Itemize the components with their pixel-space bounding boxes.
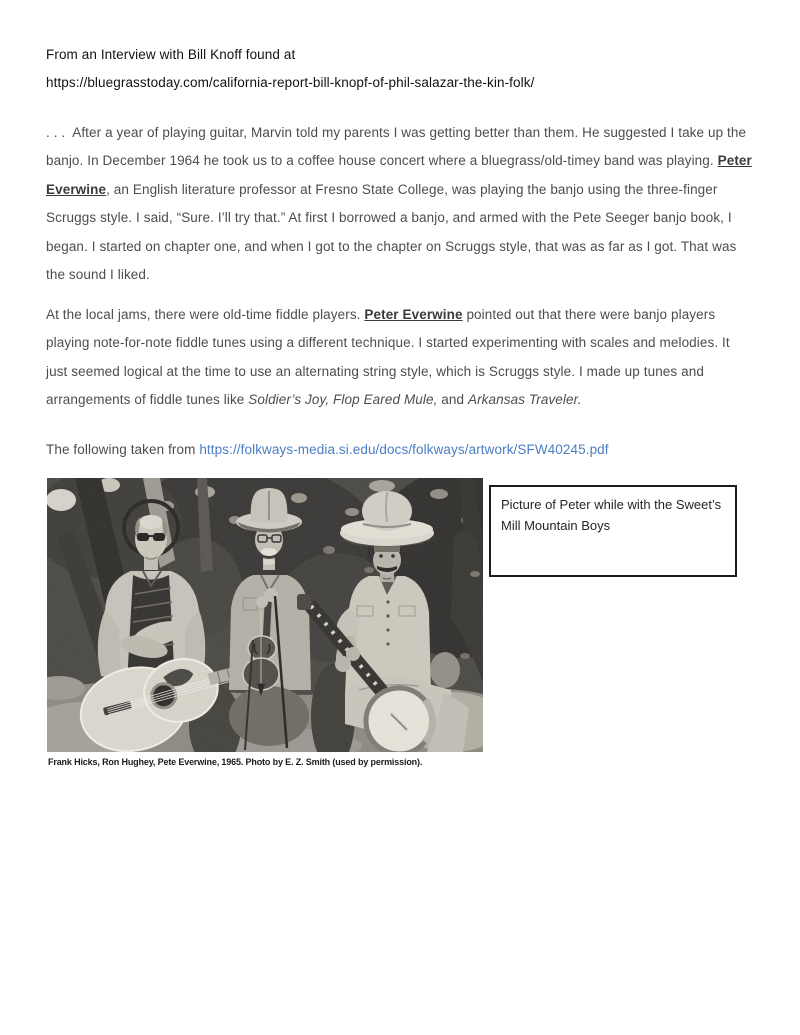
photo-section — [47, 478, 753, 778]
photo-callout-box — [489, 485, 737, 577]
paragraph-2 — [46, 301, 752, 415]
band-photo-illustration — [47, 478, 483, 752]
folkways-pdf-link[interactable]: https://folkways-media.si.edu/docs/folkways/artwork/SFW40245.pdf — [199, 442, 609, 457]
photo-caption: Frank Hicks, Ron Hughey, Pete Everwine, 1965. Photo by E. Z. Smith (used by permission). — [48, 757, 423, 767]
band-photo — [47, 478, 483, 752]
p1-peter-everwine: Peter Everwine — [46, 153, 752, 197]
p2-before: At the local jams, there were old-time fiddle players. — [46, 307, 365, 322]
p1-lead: . . . After a year of playing guitar, Marvin told my parents I was getting better than them. He suggested I take up the banjo. In December 1964 he took us to a coffee house concert where a bluegrass/old-timey band was playing. — [46, 125, 747, 169]
intro-block — [46, 41, 752, 98]
p2-tune-titles-1: Soldier’s Joy, Flop Eared Mule, — [248, 392, 438, 408]
p2-conjunction: and — [437, 392, 468, 408]
source-line — [46, 436, 752, 464]
p2-tune-titles-2: Arkansas Traveler. — [467, 392, 582, 408]
source-prefix: The following taken from — [46, 442, 200, 457]
photo-callout-text: Picture of Peter while with the Sweet’s Mill Mountain Boys — [501, 497, 722, 533]
intro-url-text: https://bluegrasstoday.com/california-report-bill-knopf-of-phil-salazar-the-kin-folk/ — [46, 75, 535, 91]
paragraph-1 — [46, 119, 752, 289]
intro-line: From an Interview with Bill Knoff found at — [46, 47, 296, 62]
p2-mid: pointed out that there were banjo players playing note-for-note fiddle tunes using a different technique. I started experimenting with scales and melodies. It just seemed logical at the time to use an alternating string style, which is Scruggs style. I made up tunes and arrangements of fiddle tunes like — [46, 307, 730, 408]
p1-rest: , an English literature professor at Fresno State College, was playing the banjo using the three-finger Scruggs style. I said, “Sure. I’ll try that.” At first I borrowed a banjo, and armed with the Pete Seeger banjo book, I began. I started on chapter one, and when I got to the chapter on Scruggs style, that was as far as I got. That was the sound I liked. — [46, 181, 737, 283]
p2-peter-everwine: Peter Everwine — [364, 307, 463, 322]
